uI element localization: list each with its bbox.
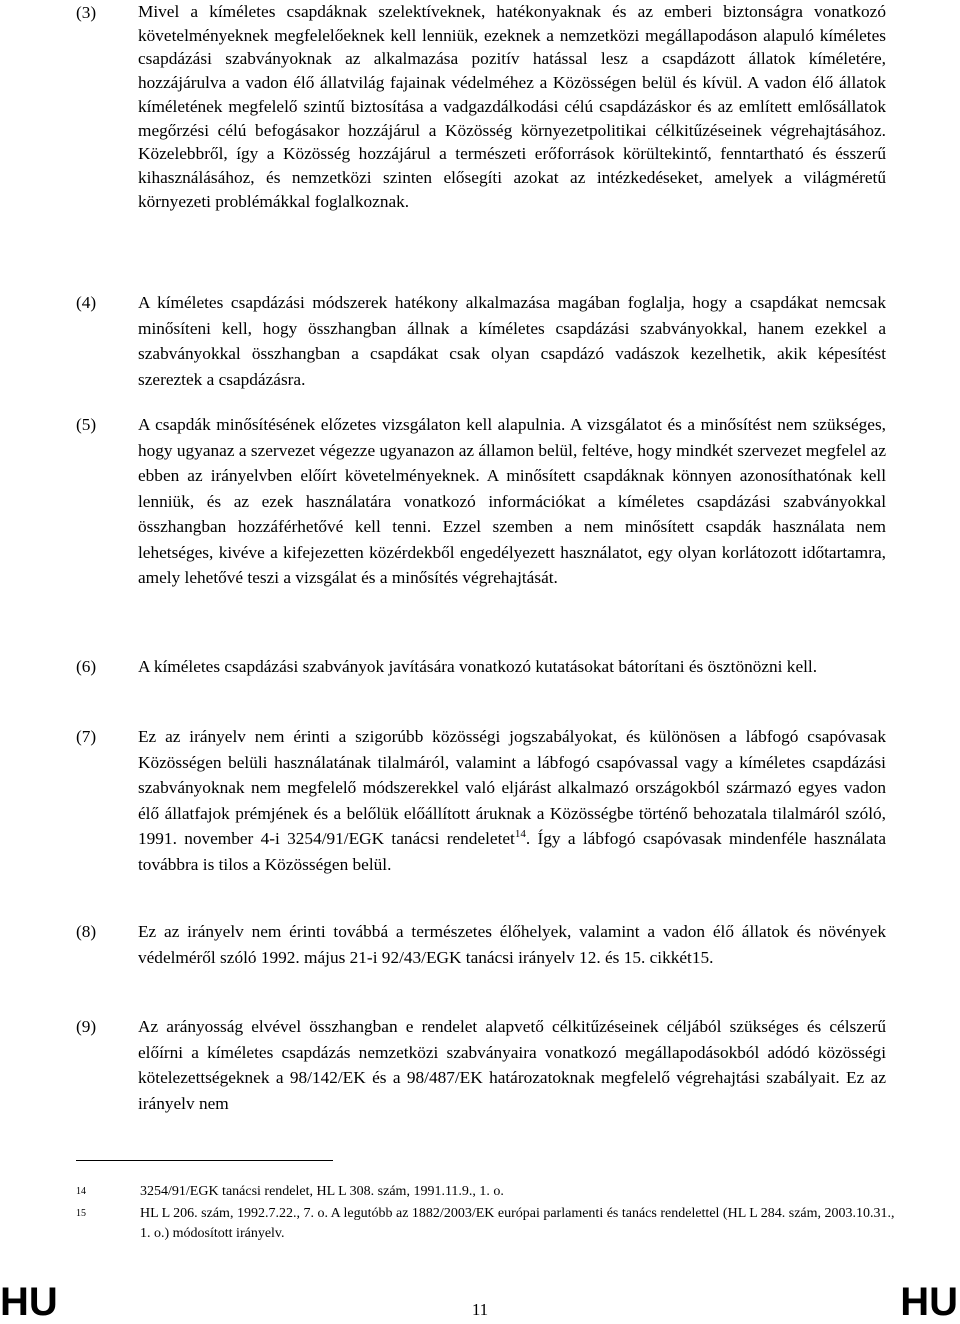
footnote-separator bbox=[76, 1160, 333, 1161]
recital-text: Az arányosság elvével összhangban e rendelet alapvető célkitűzéseinek céljából szükséges és célszerű előírni a kíméletes csapdázás nemzetközi szabványaira vonatkozó megállapodásokból adódó közösségi kötelezettségeknek a 98/142/EK és a 98/487/EK határozatoknak megfelelő végrehajtási szabályait. Ez az irányelv nem bbox=[138, 1017, 886, 1113]
footnote-14 bbox=[76, 1182, 896, 1202]
footnote-number: 15 bbox=[76, 1208, 86, 1219]
page-number: 11 bbox=[471, 1300, 489, 1319]
recital-text: A csapdák minősítésének előzetes vizsgálaton kell alapulnia. A vizsgálatot és a minősítést nem szükséges, hogy ugyanaz a szervezet végezze ugyanazon az államon belül, feltéve, hogy mindkét szervezet megfelel az ebben az irányelvben előírt követelményeknek. A minősített csapdáknak könnyen azonosíthatónak kell lenniük, és az ezek használatára vonatkozó információkat a kíméletes csapdázási szabványokkal összhangban hozzáférhetővé kell tenni. Ezzel szemben a nem minősített csapdák használata nem lehetséges, kivéve a kifejezetten közérdekből engedélyezett használatot, egy olyan korlátozott időtartamra, amely lehetővé teszi a vizsgálat és a minősítés végrehajtását. bbox=[138, 415, 886, 587]
recital-text: A kíméletes csapdázási szabványok javítására vonatkozó kutatásokat bátorítani és ösztönözni kell. bbox=[138, 657, 818, 676]
recital-6 bbox=[76, 654, 886, 680]
recital-8 bbox=[76, 919, 886, 970]
footnote-reference[interactable]: 14 bbox=[514, 828, 526, 840]
footnote-15 bbox=[76, 1204, 896, 1244]
recital-text-part: Ez az irányelv nem érinti a szigorúbb közösségi jogszabályokat, és különösen a lábfogó csapóvasak Közösségen belüli használatának tilalmáról, valamint a lábfogó csapóvassal vagy a kíméletes csapdázási szabványoknak nem megfelelő módszerekkel való eljárást alkalmazó országokból származó egyes vadon élő állatfajok prémjének és a belőlük előállított áruknak a Közösségbe történő behozatala tilalmáról szóló, 1991. november 4-i 3254/91/EGK tanácsi rendeletet bbox=[138, 727, 886, 848]
recital-text-part: . Így a lábfogó csapóvasak mindenféle használata továbbra is tilos a Közösségen belül. bbox=[138, 829, 886, 874]
recital-number: (9) bbox=[76, 1017, 97, 1036]
footnote-text: HL L 206. szám, 1992.7.22., 7. o. A legutóbb az 1882/2003/EK európai parlamenti és tanács rendelettel (HL L 284. szám, 2003.10.31., 1. o.) módosított irányelv. bbox=[140, 1206, 895, 1241]
recital-number: (6) bbox=[76, 657, 97, 676]
recital-9 bbox=[76, 1014, 886, 1116]
recital-number: (4) bbox=[76, 293, 97, 312]
recital-5 bbox=[76, 412, 886, 591]
footnote-text: 3254/91/EGK tanácsi rendelet, HL L 308. szám, 1991.11.9., 1. o. bbox=[140, 1184, 504, 1199]
language-code-right: HU bbox=[900, 1280, 958, 1324]
recital-number: (8) bbox=[76, 922, 97, 941]
recital-number: (3) bbox=[76, 3, 97, 22]
recital-7 bbox=[76, 724, 886, 877]
language-code-left: HU bbox=[0, 1280, 58, 1324]
recital-text: A kíméletes csapdázási módszerek hatékony alkalmazása magában foglalja, hogy a csapdákat nemcsak minősíteni kell, hogy összhangban állnak a kíméletes csapdázási szabványokkal, hanem ezekkel a szabványokkal összhangban a csapdákat csak olyan csapdázó vadászok kezelhetik, akik képesítést szereztek a csapdázásra. bbox=[138, 293, 886, 389]
footnote-number: 14 bbox=[76, 1186, 86, 1197]
recital-text: Mivel a kíméletes csapdáknak szelektíveknek, hatékonyaknak és az emberi biztonságra vonatkozó követelményeknek megfelelőeknek kell lenniük, ezeknek a nemzetközi megállapodáson alapuló kíméletes csapdázási szabványoknak az alkalmazása pozitív hatással lesz a csapdázott állatok kíméletére, hozzájárulva a vadon élő állatvilág fajainak védelméhez a Közösségen belül és kívül. A vadon élő állatok kíméletének megfelelő szintű biztosítása a vadgazdálkodási célú csapdázáskor és az említett emlősállatok megőrzési célú befogásakor hozzájárul a Közösség környezetpolitikai célkitűzéseinek végrehajtásához. Közelebbről, így a Közösség hozzájárul a természeti erőforrások körültekintő, fenntartható és ésszerű kihasználásához, és nemzetközi szinten elősegíti azokat az intézkedéseket, amelyek a világméretű környezeti problémákkal foglalkoznak. bbox=[138, 2, 886, 211]
recital-3 bbox=[76, 0, 886, 213]
recital-text: Ez az irányelv nem érinti továbbá a természetes élőhelyek, valamint a vadon élő állatok és növények védelméről szóló 1992. május 21-i 92/43/EGK tanácsi irányelv 12. és 15. cikkét15. bbox=[138, 922, 886, 967]
recital-number: (7) bbox=[76, 727, 97, 746]
recital-4 bbox=[76, 290, 886, 392]
recital-number: (5) bbox=[76, 415, 97, 434]
recital-text bbox=[138, 724, 886, 877]
